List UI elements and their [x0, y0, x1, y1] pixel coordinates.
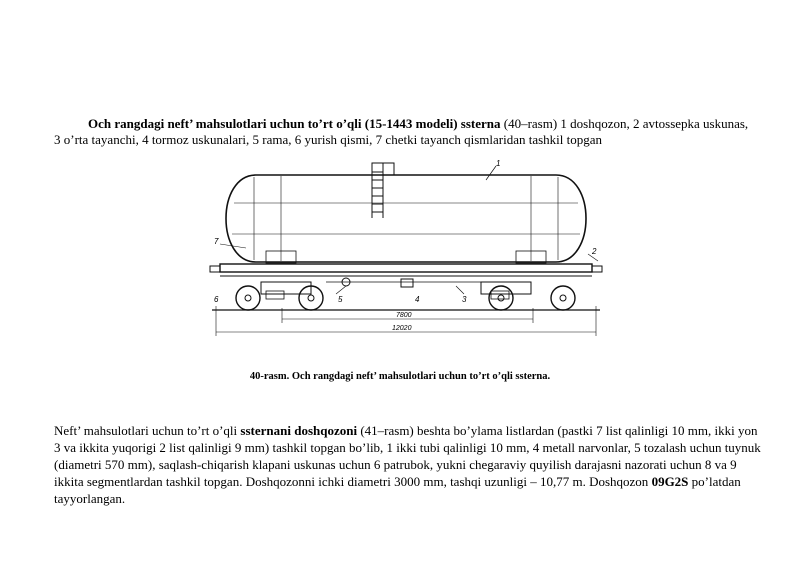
intro-paragraph: [54, 116, 754, 148]
body-text-3: po’latdan tayyorlangan.: [54, 474, 741, 506]
label-5: 5: [338, 295, 343, 304]
intro-bold-title: Och rangdagi neft’ mahsulotlari uchun to’rt o’qli (15-1443 modeli) ssterna: [88, 116, 501, 131]
intro-text: (40–rasm) 1 doshqozon, 2 avtossepka uskunas, 3 o’rta tayanchi, 4 tormoz uskunalari, 5 rama, 6 yurish qismi, 7 chetki tayanch qismlaridan tashkil topgan: [54, 116, 749, 147]
body-bold-2: 09G2S: [651, 474, 689, 489]
figure-caption: 40-rasm. Och rangdagi neft’ mahsulotlari uchun to’rt o’qli ssterna.: [249, 371, 551, 382]
tank-body: [226, 175, 586, 262]
body-bold-1: ssternani doshqozoni: [240, 423, 358, 438]
label-6: 6: [214, 295, 219, 304]
label-3: 3: [462, 295, 467, 304]
body-text-2: (41–rasm) beshta bo’ylama listlardan (pastki 7 list qalinligi 10 mm, ikki yon 3 va ikkita yuqorigi 2 list qalinligi 9 mm) tashkil topgan bo’lib, 1 ikki tubi qalinligi 10 mm, 4 metall narvonlar, 5 tozalash uchun tuynuk (diametri 570 mm), saqlash-chiqarish klapani uskunas uchun 6 patrubok, yukni chegaraviy quyilish darajasni nazorati uchun 8 va 9 ikkita segmentlardan tashkil topgan. Doshqozonni ichki diametri 3000 mm, tashqi uzunligi – 10,77 m. Doshqozon: [54, 423, 761, 489]
label-7: 7: [214, 237, 219, 246]
label-4: 4: [415, 295, 420, 304]
label-1: 1: [496, 159, 501, 168]
tank-car-drawing: [206, 158, 606, 340]
dimension-outer: 12020: [392, 325, 412, 332]
body-paragraph: [54, 422, 764, 507]
body-text-1: Neft’ mahsulotlari uchun to’rt o’qli: [54, 423, 241, 438]
dimension-inner: 7800: [396, 312, 412, 319]
label-2: 2: [592, 247, 597, 256]
